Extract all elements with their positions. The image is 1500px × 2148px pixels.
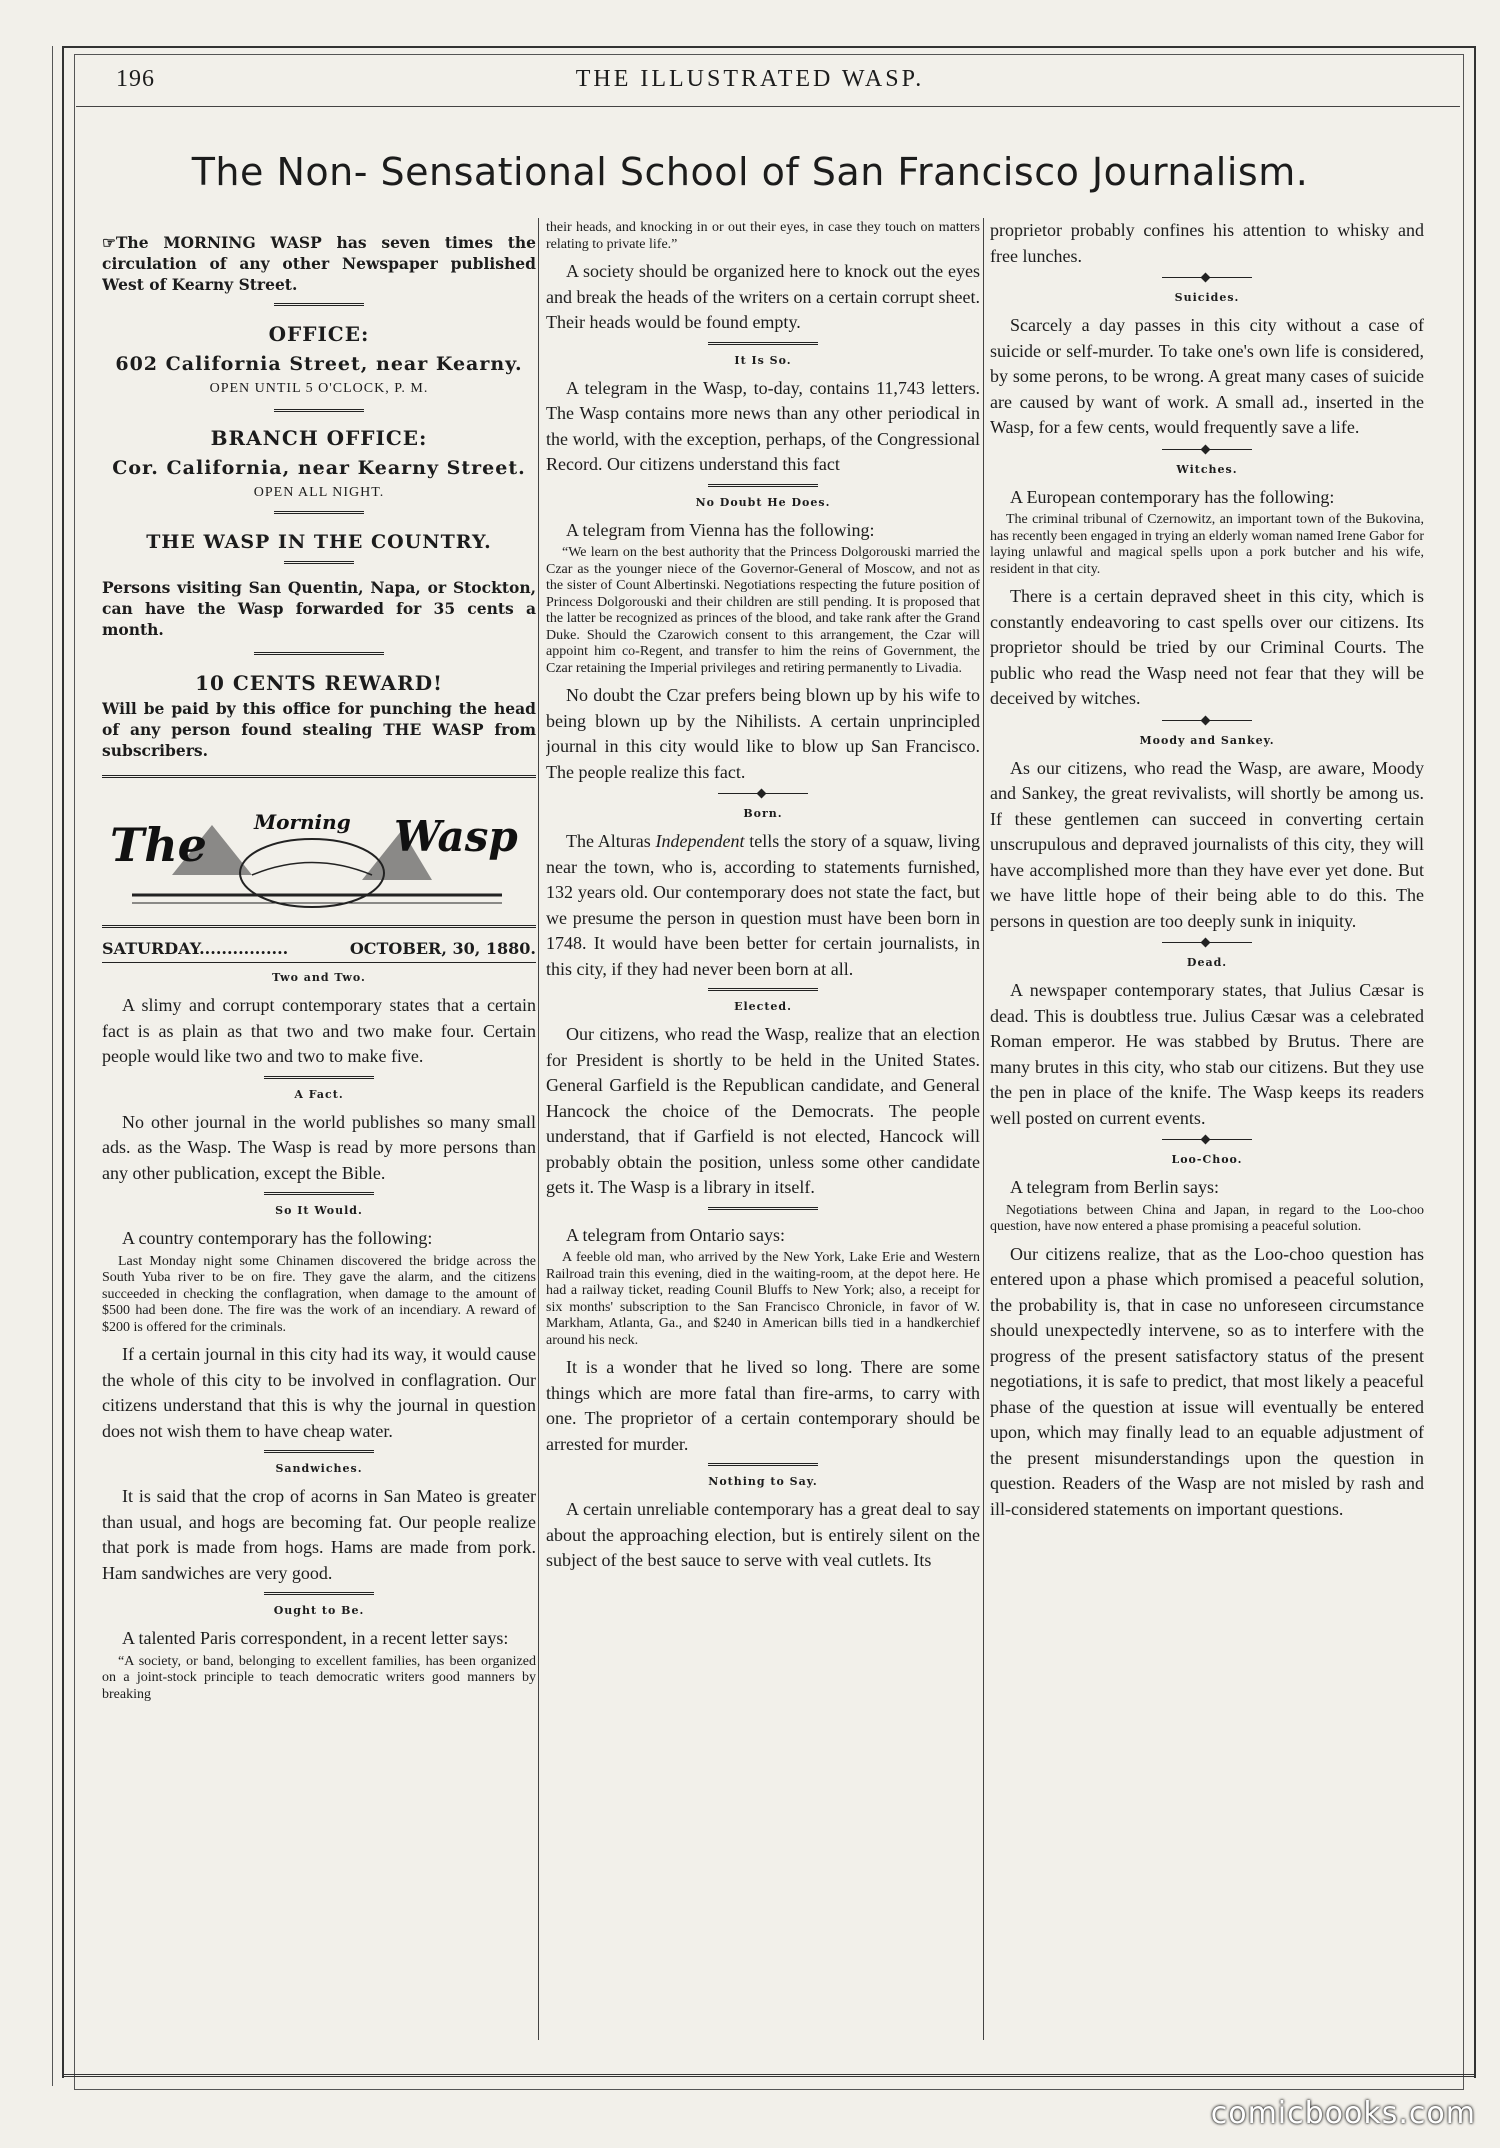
- quoted-text: A feeble old man, who arrived by the New York, Lake Erie and Western Railroad train this evening, died in the waiting-room, at the depot here. He had a railway ticket, reading Counil Bluffs to New York; also, a receipt for six months' subscription to the San Francisco Chronicle, in favor of W. Markham, Atlanta, Ga., and $240 in American bills tied in a handkerchief around his neck.: [546, 1250, 980, 1348]
- article-text: proprietor probably confines his attention to whisky and free lunches.: [990, 220, 1424, 266]
- section-title: Dead.: [1186, 956, 1228, 969]
- country-title: THE WASP IN THE COUNTRY.: [146, 531, 492, 553]
- ornament-divider: [1162, 716, 1252, 724]
- article-text: There is a certain depraved sheet in this city, which is constantly endeavoring to cast spells over our citizens. Its proprietor should be tried by our Criminal Courts. The public who read the Wasp need not fear that they will be deceived by witches.: [990, 586, 1424, 708]
- section-title: Elected.: [734, 1000, 792, 1013]
- article-text: A telegram from Ontario says:: [566, 1224, 785, 1245]
- newspaper-name: Independent: [655, 831, 745, 851]
- page-bottom-rule: [62, 2074, 1476, 2082]
- article-text: It is a wonder that he lived so long. There are some things which are more fatal than fire-arms, to carry with one. The proprietor of a certain contemporary should be arrested for murder.: [546, 1357, 980, 1454]
- section-title: Moody and Sankey.: [1139, 733, 1275, 747]
- country-text: Persons visiting San Quentin, Napa, or Stockton, can have the Wasp forwarded for 35 cents a month.: [102, 578, 536, 639]
- article-text-part: The Alturas: [566, 831, 651, 851]
- dateline: [102, 939, 536, 958]
- office-address: 602 California Street, near Kearny.: [115, 353, 523, 375]
- section-title: Nothing to Say.: [708, 1475, 818, 1488]
- office-hours: OPEN UNTIL 5 O'CLOCK, P. M.: [209, 381, 429, 396]
- divider: [708, 342, 818, 348]
- divider: [274, 511, 364, 517]
- masthead-arc-word: Morning: [254, 810, 351, 834]
- section-title: Born.: [743, 807, 783, 820]
- quoted-text: Last Monday night some Chinamen discovered the bridge across the South Yuba river to be on fire. They gave the alarm, and the citizens succeeded in checking the conflagration, when damage to the amount of $500 had been done. The fire was the work of an incendiary. A reward of $200 is offered for the criminals.: [102, 1253, 536, 1335]
- section-title: A Fact.: [294, 1087, 344, 1101]
- divider: [264, 1450, 374, 1456]
- divider: [264, 1592, 374, 1598]
- ornament-divider: [1162, 938, 1252, 946]
- section-title: No Doubt He Does.: [695, 495, 831, 509]
- header-rule: [76, 106, 1460, 107]
- ornament-divider: [718, 789, 808, 797]
- page-number: 196: [116, 66, 155, 92]
- divider: [254, 652, 384, 658]
- section-title: So It Would.: [275, 1204, 363, 1217]
- section-title: Suicides.: [1174, 291, 1240, 304]
- section-title: Ought to Be.: [273, 1604, 365, 1617]
- circulation-ad: ☞The MORNING WASP has seven times the circulation of any other Newspaper published West of Kearny Street.: [102, 233, 536, 294]
- divider: [708, 484, 818, 490]
- article-text: Our citizens realize, that as the Loo-choo question has entered upon a phase which promised a peaceful solution, the probability is, that in case no unforeseen circumstance should unexpectedly intervene, so as to interfere with the progress of the present satisfactory status of the present negotiations, it is safe to predict, that most likely a peaceful phase of the question at issue will eventually be entered upon, which may finally lead to an equable adjustment of the present misunderstandings upon the question in question. Readers of the Wasp are not misled by rash and ill-considered statements on important questions.: [990, 1243, 1424, 1519]
- divider: [264, 1192, 374, 1198]
- divider: [284, 561, 354, 567]
- column-rule-1: [538, 218, 539, 2040]
- ornament-divider: [1162, 1135, 1252, 1143]
- running-title: THE ILLUSTRATED WASP.: [575, 66, 925, 92]
- page-headline: The Non- Sensational School of San Francisco Journalism.: [191, 150, 1309, 194]
- article-text: A telegram in the Wasp, to-day, contains 11,743 letters. The Wasp contains more news than any other periodical in the world, with the exception, perhaps, of the Congressional Record. Our citizens understand this fact: [546, 377, 980, 474]
- harbor-line: [252, 863, 372, 876]
- article-text: A newspaper contemporary states, that Julius Cæsar is dead. This is doubtless true. Julius Cæsar was a celebrated Roman emperor. He was stabbed by Brutus. There are many brutes in this city, who stab our citizens. But they use the pen in place of the knife. The Wasp keeps its readers well posted on current events.: [990, 980, 1424, 1128]
- divider: [708, 988, 818, 994]
- dateline-day: SATURDAY................: [102, 939, 289, 958]
- section-title: Two and Two.: [272, 971, 366, 984]
- article-text: A telegram from Berlin says:: [1010, 1177, 1219, 1197]
- morning-wasp-masthead: [102, 795, 536, 913]
- divider: [708, 1463, 818, 1469]
- article-text: A telegram from Vienna has the following:: [566, 519, 875, 540]
- divider: [708, 1207, 818, 1213]
- article-text-part: tells the story of a squaw, living near the town, who is, according to statements furnished, 132 years old. Our contemporary does not state the fact, but we presume the person in question must have been born in 1748. It would have been better for certain journalists, in this city, if they had never been born at all.: [546, 831, 980, 979]
- column-1: [102, 218, 536, 2040]
- section-title: Sandwiches.: [275, 1462, 363, 1475]
- quoted-text: “A society, or band, belonging to excellent families, has been organized on a joint-stock principle to teach democratic writers good manners by breaking: [102, 1653, 536, 1702]
- column-3: [990, 218, 1424, 2040]
- quoted-text: “We learn on the best authority that the Princess Dolgorouski married the Czar as the younger niece of the Governor-General of Moscow, and not as the sister of Count Albertinski. Negotiations respecting the future position of Princess Dolgorouski and their children are still pending. It is proposed that the latter be recognized as princes of the blood, and take rank after the Grand Duke. Should the Czarowich consent to this arrangement, the Czar will appoint him co-Regent, and transfer to him the reins of Government, the Czar retaining the Imperial privileges and retiring permanently to Livadia.: [546, 545, 980, 676]
- branch-office-address: Cor. California, near Kearny Street.: [112, 457, 526, 479]
- branch-office-title: BRANCH OFFICE:: [210, 426, 428, 450]
- masthead-illustration: [102, 795, 536, 913]
- reward-title: 10 CENTS REWARD!: [195, 671, 443, 695]
- ornament-divider: [1162, 445, 1252, 453]
- divider: [274, 303, 364, 309]
- article-text: A European contemporary has the following:: [1010, 486, 1335, 507]
- section-title: Witches.: [1176, 462, 1238, 476]
- article-text: A slimy and corrupt contemporary states that a certain fact is as plain as that two and two make four. Certain people would like two and two to make five.: [102, 995, 536, 1066]
- masthead-oval: [240, 839, 384, 907]
- page-left-edge: [52, 46, 53, 2086]
- column-2: [546, 218, 980, 2040]
- watermark: comicbooks.com: [1210, 2096, 1476, 2131]
- article-text: A certain unreliable contemporary has a great deal to say about the approaching election, but is entirely silent on the subject of the best sauce to serve with veal cutlets. Its: [546, 1499, 980, 1570]
- divider: [102, 775, 536, 781]
- section-title: Loo-Choo.: [1171, 1153, 1243, 1166]
- divider: [102, 925, 536, 931]
- quoted-text: their heads, and knocking in or out their eyes, in case they touch on matters relating to private life.”: [546, 220, 980, 252]
- masthead-right-word: Wasp: [394, 812, 518, 861]
- quoted-text: The criminal tribunal of Czernowitz, an important town of the Bukovina, has recently been engaged in trying an elderly woman named Irene Gabor for laying unlawful and magical spells upon a pork butcher and his wife, resident in that city.: [990, 512, 1424, 577]
- article-text: [546, 829, 980, 982]
- dateline-date: OCTOBER, 30, 1880.: [349, 939, 536, 958]
- article-text: A country contemporary has the following:: [122, 1228, 433, 1248]
- article-text: As our citizens, who read the Wasp, are aware, Moody and Sankey, the great revivalists, will shortly be among us. If these gentlemen can succeed in converting certain unscrupulous and depraved journalists of this city, they will have accomplished more than they have ever yet done. But we have little hope of their being able to do this. The persons in question are too deeply sunk in iniquity.: [990, 757, 1424, 931]
- office-title: OFFICE:: [268, 322, 370, 346]
- reward-text: Will be paid by this office for punching the head of any person found stealing THE WASP from subscribers.: [102, 699, 536, 760]
- branch-office-hours: OPEN ALL NIGHT.: [253, 485, 385, 500]
- masthead-left-word: The: [110, 818, 207, 872]
- article-text: A talented Paris correspondent, in a recent letter says:: [122, 1628, 509, 1648]
- quoted-text: Negotiations between China and Japan, in regard to the Loo-choo question, have now entered a phase promising a peaceful solution.: [990, 1202, 1424, 1234]
- article-text: No doubt the Czar prefers being blown up by his wife to being blown up by the Nihilists. A certain unprincipled journal in this city would like to blow up San Francisco. The people realize this fact.: [546, 685, 980, 782]
- column-rule-2: [983, 218, 984, 2040]
- article-text: It is said that the crop of acorns in San Mateo is greater than usual, and hogs are becoming fat. Our people realize that pork is made from hogs. Hams are made from pork. Ham sandwiches are very good.: [102, 1486, 536, 1583]
- section-title: It Is So.: [734, 353, 792, 367]
- article-text: If a certain journal in this city had its way, it would cause the whole of this city to be involved in conflagration. Our citizens understand that this is why the journal in question does not wish them to have cheap water.: [102, 1344, 536, 1441]
- article-text: No other journal in the world publishes so many small ads. as the Wasp. The Wasp is read by more persons than any other publication, except the Bible.: [102, 1111, 536, 1183]
- article-text: A society should be organized here to knock out the eyes and break the heads of the writers on a certain corrupt sheet. Their heads would be found empty.: [546, 261, 980, 332]
- article-text: Our citizens, who read the Wasp, realize that an election for President is shortly to be held in the United States. General Garfield is the Republican candidate, and General Hancock the choice of the Democrats. The people understand, that if Garfield is not elected, Hancock will probably obtain the position, unless some other candidate gets it. The Wasp is a library in itself.: [546, 1024, 980, 1197]
- ornament-divider: [1162, 273, 1252, 281]
- divider: [264, 1076, 374, 1082]
- divider: [102, 962, 536, 963]
- article-text: Scarcely a day passes in this city without a case of suicide or self-murder. To take one's own life is considered, by some perons, to be wrong. A great many cases of suicide are caused by want of work. A small ad., inserted in the Wasp, for a few cents, would frequently save a life.: [990, 315, 1424, 437]
- divider: [274, 409, 364, 415]
